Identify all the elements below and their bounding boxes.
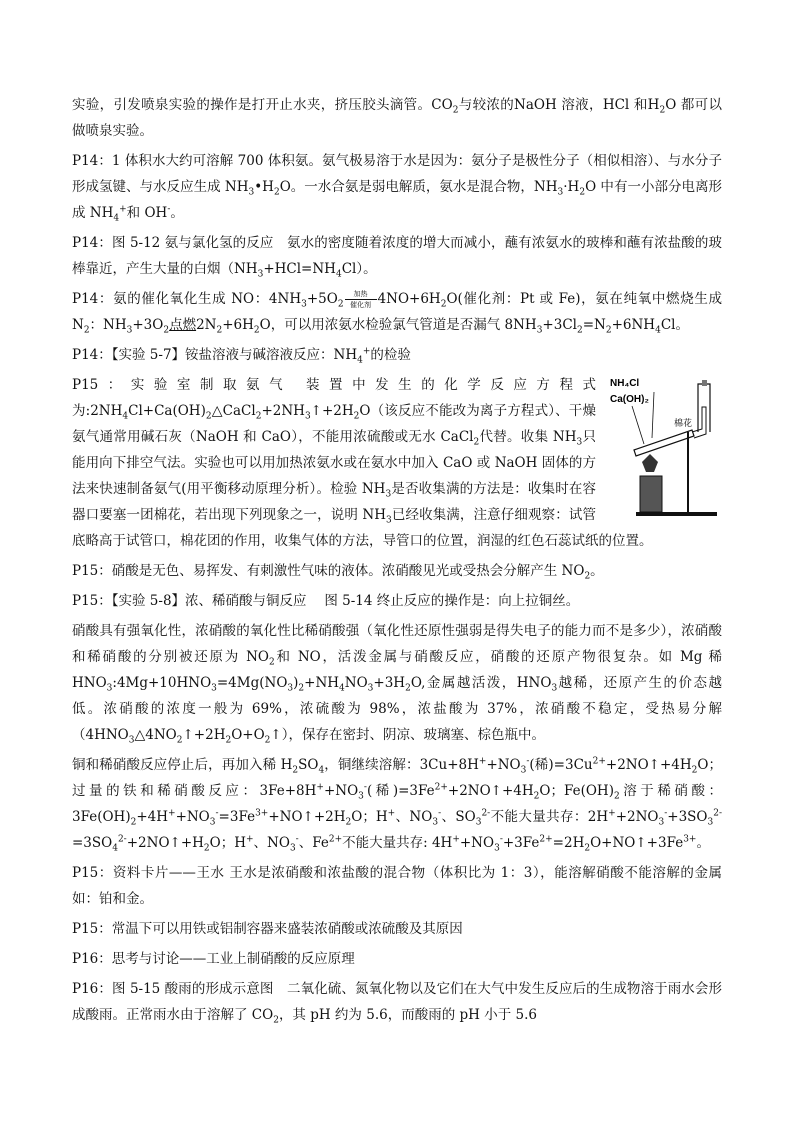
subscript: 4 [122,411,129,422]
subscript: 2 [584,843,591,854]
superscript: 3+ [683,834,697,845]
subscript: 3 [358,791,364,802]
text: =3SO [72,835,113,851]
text: (稀)=3Cu [529,757,593,773]
subscript: 3 [475,817,482,828]
text: +HCl=NH [263,261,336,277]
subscript: 2 [473,437,480,448]
paragraph-copper-continued [72,752,722,856]
subscript: 3 [536,325,543,336]
text: ，其 pH 约为 5.6，而酸雨的 pH 小于 5.6 [278,1007,537,1023]
text: 溶于稀硝酸：3Fe(OH) [72,783,722,825]
alcohol-lamp-icon [640,476,662,512]
superscript: + [362,346,371,357]
text: +3O [132,317,164,333]
subscript: 2 [264,735,271,746]
superscript: 2- [713,808,722,819]
text: 是否收集满的方法是：收集时在容器口要塞一团棉花，若出现下列现象之一，说明 NH [72,481,597,523]
text: ↑+2H [310,403,354,419]
superscript: + [478,756,487,767]
superscript: + [452,834,460,845]
subscript: 3 [520,765,527,776]
subscript: 3 [576,437,583,448]
text: NO [344,675,368,691]
subscript: 3 [367,683,374,694]
text: +NO [175,809,210,825]
condition-top: 加热 [353,290,368,298]
superscript: - [526,756,530,767]
text: P15：常温下可以用铁或铝制容器来盛装浓硝酸或浓硫酸及其原因 [72,921,463,937]
paragraph-industrial-nitric [72,946,722,972]
text: O 中有一小部分电离形成 NH [72,179,722,221]
text: +3Cl [542,317,577,333]
text: 已经收集满，注意仔细观察：试管底略高于试管口，棉花团的作用，收集气体的方法，导管口的位置，润湿的红色石蕊试纸的位置。 [72,507,653,549]
text: =3Fe [218,809,256,825]
subscript: 2 [353,411,360,422]
figure-label-nh4cl: NH₄Cl [610,378,640,389]
text: 、NO [395,809,433,825]
text: +2NH [261,403,305,419]
subscript: 2 [292,765,299,776]
paragraph-nitric-properties [72,558,722,584]
subscript: 2 [176,735,183,746]
subscript: 3 [551,683,558,694]
figure-label-caoh2: Ca(OH)₂ [610,394,649,405]
text: :4Mg+10HNO [112,675,212,691]
subscript: 2 [337,299,344,310]
collecting-tube-icon [698,384,710,432]
superscript: - [295,834,299,845]
text: (稀)=3Fe [366,783,435,799]
subscript: 2 [659,105,666,116]
paragraph-aqua-regia [72,860,722,912]
figure-pointer-line [652,392,654,438]
subscript: 4 [357,355,363,366]
superscript: - [438,808,442,819]
superscript: 2+ [328,834,343,845]
subscript: 3 [385,515,392,526]
text: CaCl [222,403,256,419]
text: +4H [136,809,169,825]
subscript: 2 [691,765,698,776]
subscript: 3 [106,683,113,694]
subscript: 2 [345,817,352,828]
text: O，可以用浓氨水检验氯气管道是否漏气 8NH [259,317,537,333]
text: Cl。 [660,317,689,333]
text: 和 NO，活泼金属与硝酸反应，硝酸的还原产物很复杂。如 Mg 稀 HNO [72,649,723,691]
subscript: 4 [335,269,342,280]
figure-label-cotton: 棉花 [674,419,693,429]
text: 硝酸具有强氧化性，浓硝酸的氧化性比稀硝酸强（氧化性还原性强弱是得失电子的能力而不是多少），浓硝酸和稀硝酸的分别被还原为 NO [72,623,722,665]
subscript: 2 [216,325,223,336]
text: +3Fe [502,835,540,851]
superscript: - [664,808,668,819]
apparatus-figure [602,372,722,522]
text: ↑），保存在密封、阴凉、玻璃塞、棕色瓶中。 [270,727,545,743]
text: P15：资料卡片——王水 王水是浓硝酸和浓盐酸的混合物（体积比为 1：3），能溶解硝酸不能溶解的金属如：铂和金。 [72,865,722,907]
subscript: 2 [579,187,586,198]
text: +NH [304,675,340,691]
subscript: 2 [405,683,411,694]
subscript: 2 [273,187,280,198]
paragraph-hcl-reaction [72,230,722,282]
text: ·H [563,179,580,195]
subscript: 2 [163,325,170,336]
subscript: 3 [304,411,311,422]
subscript: 4 [318,765,325,776]
text: +3H [373,675,406,691]
paragraph-passivation [72,916,722,942]
text: 铜和稀硝酸反应停止后，再加入稀 H [72,757,293,773]
text: O+O [231,727,265,743]
text: O(催化剂：Pt 或 Fe)，氨在纯氧中燃烧生成 N [72,291,723,333]
text: ↑+2H [182,727,226,743]
subscript: 3 [494,843,500,854]
text: P14：图 5-12 氨与氯化氢的反应 氨水的密度随着浓度的增大而减小，蘸有浓氨水的玻棒和蘸有浓盐酸的玻棒靠近，产生大量的白烟（NH [72,235,722,277]
text: +3SO [667,809,708,825]
text: 只能用向下排空气法。实验也可以用加热浓氨水或在氨水中加入 CaO 或 NaOH 固体的方法来快速制备氨气(用平衡移动原理分析）。检验 NH [72,429,597,497]
text: P16：思考与讨论——工业上制硝酸的反应原理 [72,951,355,967]
paragraph-ammonium-test [72,342,722,368]
paragraph-ammonia-prep [72,372,722,554]
subscript: 3 [432,817,439,828]
text: +6H [222,317,254,333]
text: P15：【实验 5-8】浓、稀硝酸与铜反应 图 5-14 终止反应的操作是：向上拉铜丝。 [72,593,580,609]
text: +NO↑+2H [268,809,346,825]
text: =2H [552,835,585,851]
superscript: - [499,834,503,845]
text: 不能大量共存：2H [490,809,609,825]
text: 实验，引发喷泉实验的操作是打开止水夹，挤压胶头滴管。CO [72,97,453,113]
superscript: 2- [481,808,491,819]
text: P15：硝酸是无色、易挥发、有刺激性气味的液体。浓硝酸见光或受热会分解产生 NO [72,563,585,579]
subscript: 3 [557,187,564,198]
text: +5O [306,291,338,307]
subscript: 2 [584,571,591,582]
subscript: 3 [707,817,714,828]
subscript: 2 [253,325,260,336]
text: 4NO+6H [377,291,441,307]
text: 和 OH [126,205,168,221]
text: O；H [209,835,246,851]
figure-pointer-line [632,406,644,444]
text: 。 [696,835,710,851]
condition-bottom: 催化剂 [350,301,372,309]
text: P14：【实验 5-7】铵盐溶液与碱溶液反应：NH [72,347,358,363]
subscript: 3 [128,735,135,746]
text: 、Fe [298,835,329,851]
superscript: 2+ [539,834,553,845]
test-tube-icon [634,430,694,456]
text: P14：1 体积水大约可溶解 700 体积氨。氨气极易溶于水是因为：氨分子是极性分子（相似相溶）、与水分子形成氢键、与水反应生成 NH [72,153,722,195]
text: =N [582,317,606,333]
lamp-base-icon [636,512,666,516]
flame-icon [642,454,658,472]
text: 2N [196,317,217,333]
stand-base-icon [662,512,717,516]
subscript: 2 [255,411,262,422]
text: O,金属越活泼，HNO [410,675,552,691]
cotton-icon [702,380,707,386]
subscript: 4 [339,683,345,694]
subscript: 3 [301,299,307,310]
text: ) [293,675,299,691]
superscript: + [168,808,176,819]
text: •H [254,179,274,195]
superscript: + [119,204,127,215]
text: P16：图 5-15 酸雨的形成示意图 二氧化硫、氮氧化物以及它们在大气中发生反应后的生成物溶于雨水会形成酸雨。正常雨水由于溶解了 CO [72,981,722,1023]
subscript: 2 [273,1015,279,1026]
subscript: 2 [613,791,620,802]
subscript: 2 [83,325,90,336]
text: 的检验 [370,347,411,363]
superscript: - [167,204,171,215]
subscript: 2 [533,791,540,802]
delivery-tube-icon [692,407,706,438]
superscript: 2- [117,834,127,845]
subscript: 2 [576,325,583,336]
heat-symbol: △ [211,403,223,419]
text: O（该反应不能改为离子方程式）、干燥氨气通常用碱石灰（NaOH 和 CaO），不能用浓硫酸或无水 CaCl [72,403,596,445]
subscript: 3 [211,683,217,694]
subscript: 4 [113,213,120,224]
text: O；Fe(OH) [539,783,614,799]
paragraph-catalytic-oxidation [72,286,722,338]
subscript: 3 [248,187,255,198]
text: +2NO↑+4H [605,757,692,773]
subscript: 2 [452,105,459,116]
text: O。一水合氨是弱电解质，氨水是混合物，NH [279,179,558,195]
text: 与较浓的NaOH 溶液，HCl 和H [458,97,660,113]
text: 、SO [441,809,476,825]
condition-ignite: 点燃 [169,317,197,333]
paragraph-copper-reaction [72,588,722,614]
text: +NO [486,757,521,773]
text: O 都可以做喷泉实验。 [72,97,723,139]
superscript: 3+ [255,808,269,819]
subscript: 4 [112,843,118,854]
text: 。 [590,563,604,579]
text: +2NO↑+4H [447,783,534,799]
text: SO [298,757,319,773]
paragraph-acid-rain [72,976,722,1028]
text: O；过量的铁和稀硝酸反应：3Fe+8H [72,757,722,799]
text: ，铜继续溶解：3Cu+8H [324,757,479,773]
subscript: 2 [298,683,305,694]
text: +NO [459,835,495,851]
superscript: 2+ [592,756,606,767]
text: ：NH [89,317,127,333]
superscript: 2+ [434,782,448,793]
subscript: 2 [203,843,210,854]
text: 代替。收集 NH [479,429,577,445]
subscript: 4 [655,325,661,336]
text: +6NH [611,317,656,333]
subscript: 2 [130,817,137,828]
subscript: 2 [225,735,232,746]
text: 不能大量共存: 4H [342,835,453,851]
subscript: 2 [269,657,275,668]
text: O；H [351,809,388,825]
superscript: + [387,808,396,819]
superscript: + [246,834,254,845]
text: P15：实验室制取氨气 装置中发生的化学反应方程式为:2NH [72,377,596,419]
subscript: 3 [209,817,216,828]
paragraph-fountain [72,92,722,144]
superscript: + [316,782,324,793]
text: 越稀，还原产生的价态越低。浓硝酸的浓度一般为 69%，浓硫酸为 98%，浓盐酸为 37%，浓硝酸不稳定，受热易分解（4HNO [72,675,722,743]
subscript: 3 [658,817,665,828]
condition-bar [345,299,377,300]
superscript: + [608,808,616,819]
paragraph-ammonia-solubility [72,148,722,226]
subscript: 3 [126,325,133,336]
paragraph-oxidizing [72,618,722,748]
text: +2NO [615,809,659,825]
subscript: 3 [287,683,294,694]
text: =4Mg(NO [216,675,288,691]
text: 4NO [145,727,177,743]
text: 。 [170,205,184,221]
text: +2NO↑+H [126,835,204,851]
subscript: 2 [205,411,212,422]
text: 、NO [253,835,290,851]
superscript: - [215,808,219,819]
reaction-condition [345,290,377,309]
document-page [72,92,722,1032]
text: +NO [323,783,359,799]
text: O+NO↑+3Fe [590,835,684,851]
superscript: - [363,782,367,793]
text: P14：氨的催化氧化生成 NO：4NH [72,291,302,307]
subscript: 3 [257,269,264,280]
text: Cl+Ca(OH) [128,403,206,419]
text: Cl）。 [341,261,377,277]
heat-symbol: △ [134,727,146,743]
subscript: 2 [440,299,447,310]
subscript: 2 [605,325,612,336]
subscript: 3 [385,489,392,500]
subscript: 3 [289,843,296,854]
